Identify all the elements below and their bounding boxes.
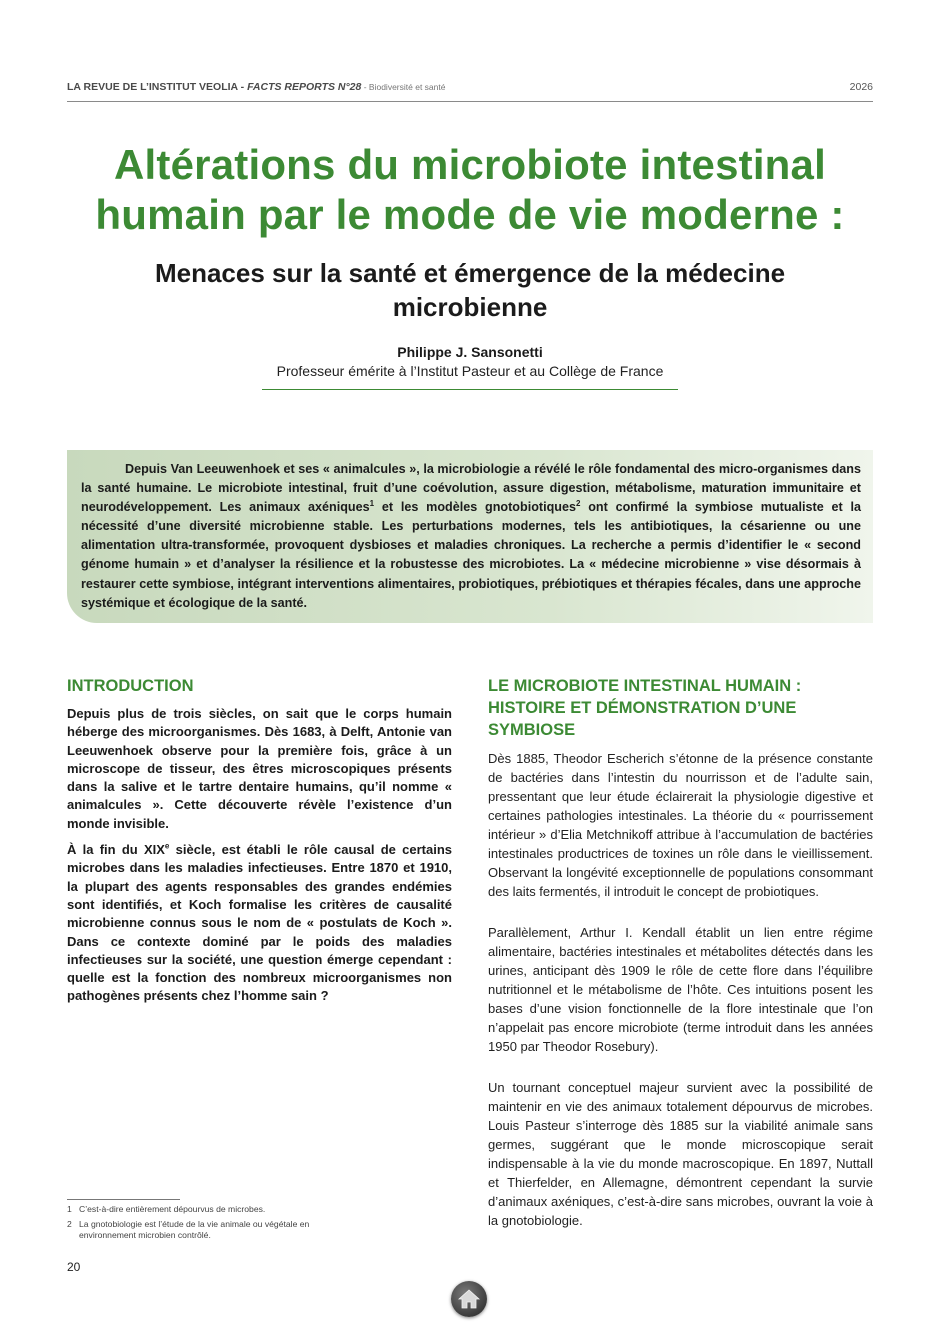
issue-name: FACTS REPORTS N°28 bbox=[247, 81, 362, 93]
abstract-text bbox=[81, 460, 861, 613]
journal-name: LA REVUE DE L’INSTITUT VEOLIA bbox=[67, 81, 238, 93]
left-column bbox=[67, 675, 452, 1006]
abstract-part-3: ont confirmé la symbiose mutualiste et la nécessité d’une diversité microbienne stable. Les perturbations modernes, tels les antibiotiques, la césarienne ou une alimentation ultra-transformée, provoquent dysbioses et maladies chroniques. La recherche a permis d’identifier le « second génome humain » et d’analyser la résilience et la robustesse des microbiotes. La « médecine microbienne » vise désormais à restaurer cette symbiose, intégrant interventions alimentaires, probiotiques, prébiotiques et thérapies fécales, dans une approche systémique et écologique de la santé. bbox=[81, 500, 862, 610]
running-header bbox=[67, 79, 873, 102]
footnote-text: La gnotobiologie est l’étude de la vie animale ou végétale en environnement microbien contrôlé. bbox=[79, 1219, 310, 1240]
author-affiliation: Professeur émérite à l’Institut Pasteur et au Collège de France bbox=[276, 363, 664, 379]
introduction-heading: INTRODUCTION bbox=[67, 677, 194, 695]
footnote-ref-2: 2 bbox=[575, 499, 581, 508]
century-superscript: e bbox=[164, 841, 170, 851]
home-icon bbox=[457, 1287, 481, 1311]
article-subtitle: Menaces sur la santé et émergence de la médecine microbienne bbox=[154, 258, 786, 322]
page-number: 20 bbox=[67, 1260, 81, 1274]
microbiote-paragraph-3: Un tournant conceptuel majeur survient avec la possibilité de maintenir en vie des animaux totalement dépourvus de microbes. Louis Pasteur s’interroge dès 1885 sur la viabilité animale sans germes, suggérant que le monde microscopique serait indispensable à la vie du monde macroscopique. En 1897, Nuttall et Thierfelder, en Allemagne, démontrent cependant la survie d’animaux axéniques, c’est-à-dire sans microbes, ouvrant la voie à la gnotobiologie. bbox=[488, 1080, 873, 1228]
intro-p2-rest: siècle, est établi le rôle causal de certains microbes dans les maladies infectieuses. Entre 1870 et 1910, la plupart des agents responsables des grandes endémies sont identifiés, et Koch formalise les critères de causalité microbienne connus sous le nom de « postulats de Koch ». Dans ce contexte dominé par le poids des maladies infectieuses sur la société, une question émerge cependant : quelle est la fonction des nombreux microorganismes non pathogènes présents chez l’homme sain ? bbox=[67, 842, 452, 1004]
author-name: Philippe J. Sansonetti bbox=[397, 344, 543, 360]
footnotes bbox=[67, 1204, 357, 1245]
footnote-ref-1: 1 bbox=[369, 499, 375, 508]
footnote-text: C’est-à-dire entièrement dépourvus de microbes. bbox=[79, 1204, 266, 1214]
header-year: 2026 bbox=[849, 81, 873, 93]
home-button[interactable] bbox=[451, 1281, 487, 1317]
header-separator: - bbox=[237, 81, 248, 93]
microbiote-paragraph-1: Dès 1885, Theodor Escherich s’étonne de la présence constante de bactéries dans l’intestin du nourrisson et de l’adulte sain, pressentant que leur étude éclairerait la physiologie digestive et certaines pathologies intestinales. La théorie du « pourrissement intérieur » d’Elia Metchnikoff attribue à l’accumulation de bactéries intestinales productrices de toxines un rôle dans le vieillissement. Observant la longévité exceptionnelle de populations consommant des laits fermentés, il introduit le concept de probiotiques. bbox=[488, 751, 873, 899]
article-title: Altérations du microbiote intestinal humain par le mode de vie moderne : bbox=[95, 141, 845, 238]
author-divider bbox=[262, 389, 678, 390]
intro-paragraph-2 bbox=[67, 841, 452, 1006]
abstract-box bbox=[67, 450, 873, 623]
footnote bbox=[67, 1219, 357, 1241]
abstract-part-2: et les modèles gnotobiotiques bbox=[374, 500, 576, 515]
right-column bbox=[488, 675, 873, 1230]
intro-paragraph-1: Depuis plus de trois siècles, on sait que le corps humain héberge des microorganismes. Dès 1683, à Delft, Antonie van Leeuwenhoek observe pour la première fois, grâce à un microscope de tisseur, des êtres microscopiques présents dans la salive et le tartre dentaire humains, qu’il nomme « animalcules ». Cette découverte révèle l’existence d’un monde invisible. bbox=[67, 706, 452, 831]
footnote bbox=[67, 1204, 357, 1215]
footnote-divider bbox=[67, 1199, 180, 1200]
footnote-number: 1 bbox=[67, 1204, 72, 1214]
microbiote-paragraph-2: Parallèlement, Arthur I. Kendall établit un lien entre régime alimentaire, bactéries intestinales et métabolites détectés dans les urines, anticipant dès 1909 le rôle de cette flore dans l’équilibre nutritionnel et le métabolisme de l’hôte. Ces intuitions posent les bases d’une vision fonctionnelle de la flore intestinale que l’on n’appelait pas encore microbiote (terme introduit dans les années 1950 par Theodor Rosebury). bbox=[488, 925, 873, 1054]
header-publication bbox=[67, 81, 445, 93]
intro-p2-start: À la fin du XIX bbox=[67, 842, 165, 858]
issue-topic: - Biodiversité et santé bbox=[361, 82, 446, 92]
abstract-part-1: Depuis Van Leeuwenhoek et ses « animalcules », la microbiologie a révélé le rôle fondamental des micro-organismes dans la santé humaine. Le microbiote intestinal, fruit d’une coévolution, assure digestion, métabolisme, maturation immunitaire et neurodéveloppement. Les animaux axéniques bbox=[81, 462, 861, 515]
footnote-number: 2 bbox=[67, 1219, 72, 1229]
microbiote-section-heading: LE MICROBIOTE INTESTINAL HUMAIN : HISTOIRE ET DÉMONSTRATION D’UNE SYMBIOSE bbox=[488, 677, 802, 739]
